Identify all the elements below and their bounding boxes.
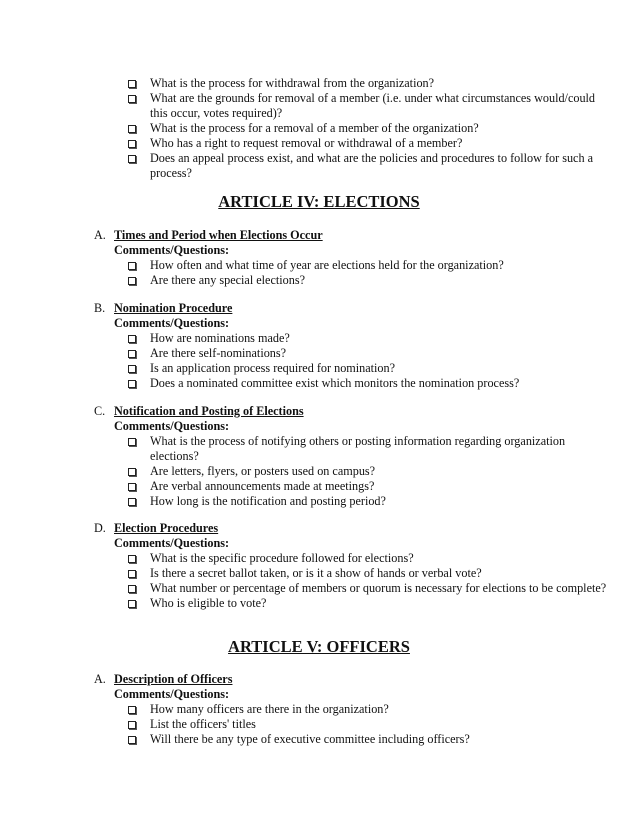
checkbox-bullet-icon	[128, 277, 136, 285]
checkbox-bullet-icon	[128, 380, 136, 388]
list-item: Are verbal announcements made at meetings?	[0, 479, 638, 494]
section-title: Times and Period when Elections Occur	[114, 228, 323, 242]
list-item: Is an application process required for nomination?	[0, 361, 638, 376]
section-letter: A.	[94, 228, 106, 242]
checkbox-bullet-icon	[128, 483, 136, 491]
checkbox-bullet-icon	[128, 600, 136, 608]
section-letter: D.	[94, 521, 106, 535]
list-item: List the officers' titles	[0, 717, 638, 732]
checkbox-bullet-icon	[128, 95, 136, 103]
checkbox-bullet-icon	[128, 555, 136, 563]
list-item: Does an appeal process exist, and what are the policies and procedures to follow for such a process?	[0, 151, 638, 181]
list-item: Are there any special elections?	[0, 273, 638, 288]
section-letter: A.	[94, 672, 106, 686]
checkbox-bullet-icon	[128, 262, 136, 270]
list-item: How are nominations made?	[0, 331, 638, 346]
checkbox-bullet-icon	[128, 438, 136, 446]
section-times-and-period	[0, 228, 638, 288]
list-item: What is the specific procedure followed for elections?	[0, 551, 638, 566]
section-nomination-procedure	[0, 301, 638, 391]
list-item: Does a nominated committee exist which monitors the nomination process?	[0, 376, 638, 391]
question-list	[0, 434, 638, 509]
intro-question-list	[0, 76, 638, 181]
section-letter: C.	[94, 404, 106, 418]
checkbox-bullet-icon	[128, 125, 136, 133]
list-item: How many officers are there in the organization?	[0, 702, 638, 717]
checkbox-bullet-icon	[128, 570, 136, 578]
question-list	[0, 702, 638, 747]
list-item: How long is the notification and posting period?	[0, 494, 638, 509]
checkbox-bullet-icon	[128, 335, 136, 343]
list-item: Who has a right to request removal or withdrawal of a member?	[0, 136, 638, 151]
section-title: Description of Officers	[114, 672, 233, 686]
comments-label: Comments/Questions:	[114, 316, 230, 330]
section-title: Election Procedures	[114, 521, 219, 535]
checkbox-bullet-icon	[128, 706, 136, 714]
article-heading-officers: ARTICLE V: OFFICERS	[228, 637, 410, 656]
list-item: Will there be any type of executive committee including officers?	[0, 732, 638, 747]
comments-label: Comments/Questions:	[114, 536, 230, 550]
list-item: Who is eligible to vote?	[0, 596, 638, 611]
checkbox-bullet-icon	[128, 80, 136, 88]
section-title: Nomination Procedure	[114, 301, 233, 315]
checkbox-bullet-icon	[128, 498, 136, 506]
checkbox-bullet-icon	[128, 140, 136, 148]
list-item: What is the process for a removal of a member of the organization?	[0, 121, 638, 136]
list-item: What are the grounds for removal of a member (i.e. under what circumstances would/could this occur, votes required)?	[0, 91, 638, 121]
question-list	[0, 331, 638, 391]
question-list	[0, 258, 638, 288]
list-item: What is the process for withdrawal from the organization?	[0, 76, 638, 91]
section-notification-and-posting	[0, 404, 638, 509]
article-heading-elections: ARTICLE IV: ELECTIONS	[218, 192, 420, 211]
list-item: Is there a secret ballot taken, or is it a show of hands or verbal vote?	[0, 566, 638, 581]
list-item: Are letters, flyers, or posters used on campus?	[0, 464, 638, 479]
comments-label: Comments/Questions:	[114, 243, 230, 257]
list-item: How often and what time of year are elections held for the organization?	[0, 258, 638, 273]
section-description-of-officers	[0, 672, 638, 747]
comments-label: Comments/Questions:	[114, 687, 230, 701]
section-election-procedures	[0, 521, 638, 611]
checkbox-bullet-icon	[128, 585, 136, 593]
checkbox-bullet-icon	[128, 468, 136, 476]
section-title: Notification and Posting of Elections	[114, 404, 304, 418]
checkbox-bullet-icon	[128, 721, 136, 729]
list-item: What number or percentage of members or quorum is necessary for elections to be complete?	[0, 581, 638, 596]
comments-label: Comments/Questions:	[114, 419, 230, 433]
checkbox-bullet-icon	[128, 155, 136, 163]
question-list	[0, 551, 638, 611]
section-letter: B.	[94, 301, 106, 315]
checkbox-bullet-icon	[128, 365, 136, 373]
checkbox-bullet-icon	[128, 350, 136, 358]
list-item: What is the process of notifying others or posting information regarding organization elections?	[0, 434, 638, 464]
checkbox-bullet-icon	[128, 736, 136, 744]
list-item: Are there self-nominations?	[0, 346, 638, 361]
